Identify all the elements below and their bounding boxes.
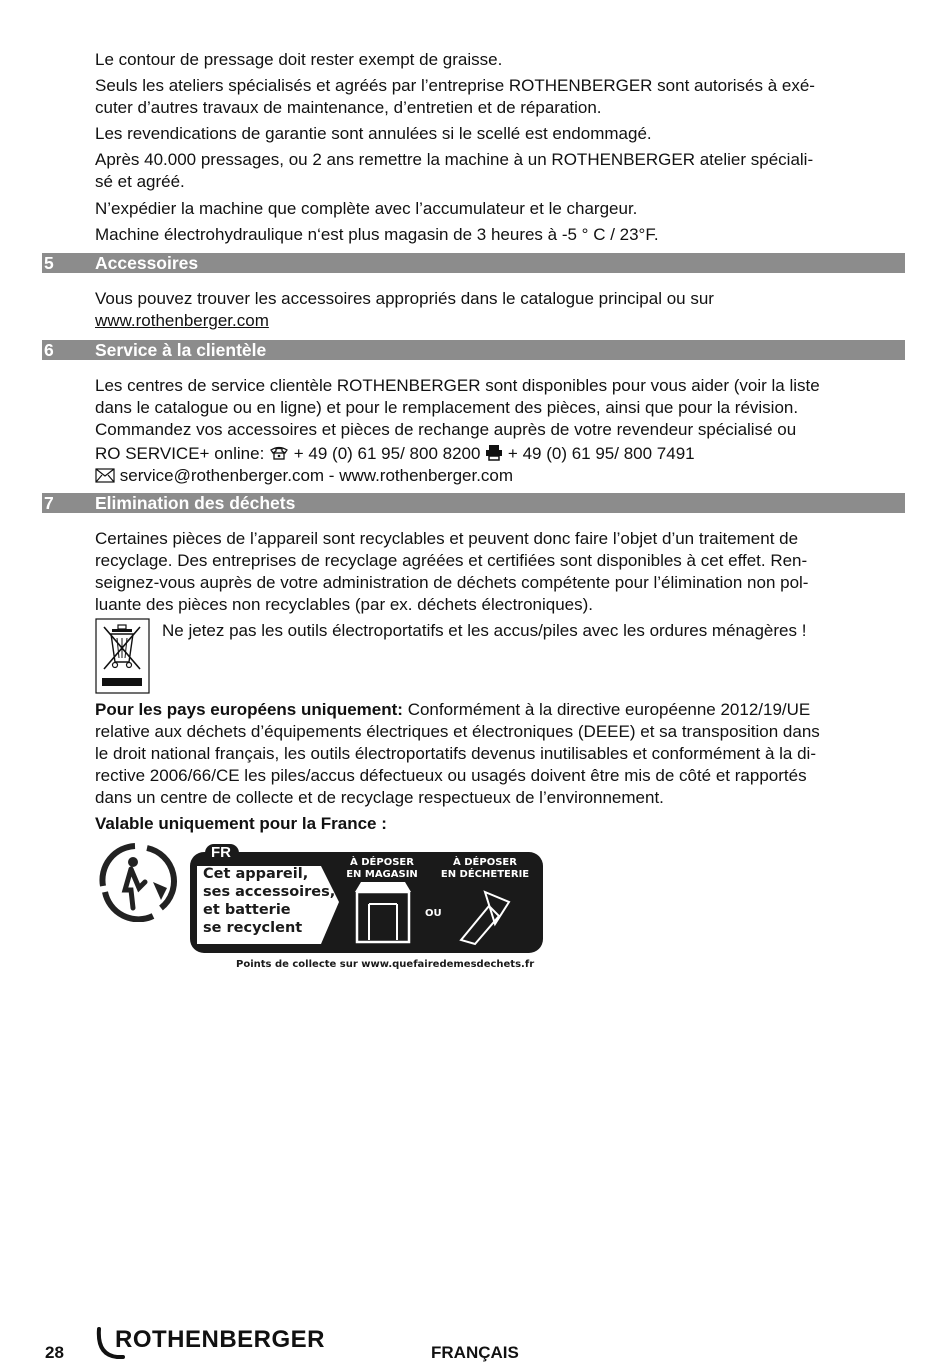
envelope-icon [95, 467, 115, 489]
section-number: 6 [44, 340, 54, 360]
intro-line: N’expédier la machine que complète avec l’accumulateur et le chargeur. [95, 199, 638, 218]
triman-badge: FR [211, 844, 231, 861]
or-label: OU [425, 908, 442, 919]
elimination-line: Certaines pièces de l’appareil sont recyclables et peuvent donc faire l’objet d’un traitement de [95, 529, 799, 548]
service-line: Les centres de service clientèle ROTHENBERGER sont disponibles pour vous aider (voir la liste [95, 376, 820, 395]
intro-line: Le contour de pressage doit rester exempt de graisse. [95, 50, 503, 69]
section-number: 7 [44, 493, 54, 513]
section-title: Elimination des déchets [95, 493, 296, 513]
eu-bold-label: Pour les pays européens uniquement: [95, 700, 403, 719]
accessories-link-line [95, 310, 907, 332]
intro-line: cuter d’autres travaux de maintenance, d’entretien et de réparation. [95, 98, 602, 117]
section-header-service [42, 340, 905, 360]
eu-line: relative aux déchets d’équipements électriques et électroniques (DEEE) et sa transposition dans [95, 722, 820, 741]
rothenberger-website-link[interactable]: www.rothenberger.com [95, 311, 269, 330]
triman-info-panel [189, 844, 544, 954]
triman-text-line: Cet appareil, [203, 866, 309, 882]
service-contact: service@rothenberger.com - www.rothenberger.com [119, 466, 514, 485]
triman-text-line: ses accessoires, [203, 884, 336, 900]
service-line: dans le catalogue ou en ligne) et pour le remplacement des pièces, ainsi que pour la révision. [95, 398, 799, 417]
intro-line: Seuls les ateliers spécialisés et agréés par l’entreprise ROTHENBERGER sont autorisés à exé- [95, 76, 815, 95]
section-title: Service à la clientèle [95, 340, 267, 360]
triman-icon [95, 842, 185, 922]
store-label [339, 857, 425, 881]
intro-line: Après 40.000 pressages, ou 2 ans remettre la machine à un ROTHENBERGER atelier spéciali- [95, 150, 814, 169]
dump-label-line: EN DÉCHETERIE [440, 869, 530, 880]
elimination-line: luante des pièces non recyclables (par ex. déchets électroniques). [95, 595, 594, 614]
triman-text-line: se recyclent [203, 920, 303, 936]
service-line: Commandez vos accessoires et pièces de rechange auprès de votre revendeur spécialisé ou [95, 420, 797, 439]
eu-text: Conformément à la directive européenne 2012/19/UE [402, 700, 811, 719]
fax-number: + 49 (0) 61 95/ 800 7491 [507, 444, 695, 463]
dump-label-line: À DÉPOSER [453, 857, 517, 868]
page-number: 28 [45, 1343, 64, 1362]
online-label: RO SERVICE+ online: [95, 444, 265, 463]
store-label-line: EN MAGASIN [346, 869, 418, 880]
section-header-elimination [42, 493, 905, 513]
section-header-accessoires [42, 253, 905, 273]
brand-name: ROTHENBERGER [115, 1326, 326, 1353]
language-label: FRANÇAIS [431, 1343, 519, 1362]
rothenberger-logo [95, 1325, 345, 1366]
eu-line: rective 2006/66/CE les piles/accus défectueux ou usagés doivent être mis de côté et rapportés [95, 766, 807, 785]
weee-note: Ne jetez pas les outils électroportatifs et les accus/piles avec les ordures ménagères ! [162, 621, 807, 640]
weee-bin-icon [95, 618, 150, 694]
service-email-line [95, 465, 907, 489]
eu-line: dans un centre de collecte et de recyclage respectueux de l’environnement. [95, 788, 664, 807]
section-title: Accessoires [95, 253, 199, 273]
store-label-line: À DÉPOSER [350, 857, 414, 868]
dump-label [435, 857, 535, 881]
accessories-text: Vous pouvez trouver les accessoires appropriés dans le catalogue principal ou sur [95, 289, 714, 308]
triman-text [203, 865, 335, 937]
eu-line [95, 699, 907, 721]
elimination-line: seignez-vous auprès de votre administration de déchets compétente pour l’élimination non pol- [95, 573, 809, 592]
section-number: 5 [44, 253, 54, 273]
intro-line: Les revendications de garantie sont annulées si le scellé est endommagé. [95, 124, 652, 143]
phone-number: + 49 (0) 61 95/ 800 8200 [293, 444, 481, 463]
triman-footer: Points de collecte sur www.quefairedemesdechets.fr [236, 959, 535, 970]
intro-line: Machine électrohydraulique n‘est plus magasin de 3 heures à -5 ° C / 23°F. [95, 225, 659, 244]
fax-icon [485, 444, 503, 467]
service-contact-line [95, 443, 907, 467]
eu-line: le droit national français, les outils électroportatifs devenus inutilisables et conformément à la di- [95, 744, 816, 763]
triman-text-line: et batterie [203, 902, 291, 918]
intro-line: sé et agréé. [95, 172, 185, 191]
phone-icon [269, 445, 289, 467]
elimination-line: recyclage. Des entreprises de recyclage agréées et certifiées sont disponibles à cet effet. Ren- [95, 551, 808, 570]
france-heading: Valable uniquement pour la France : [95, 814, 387, 833]
